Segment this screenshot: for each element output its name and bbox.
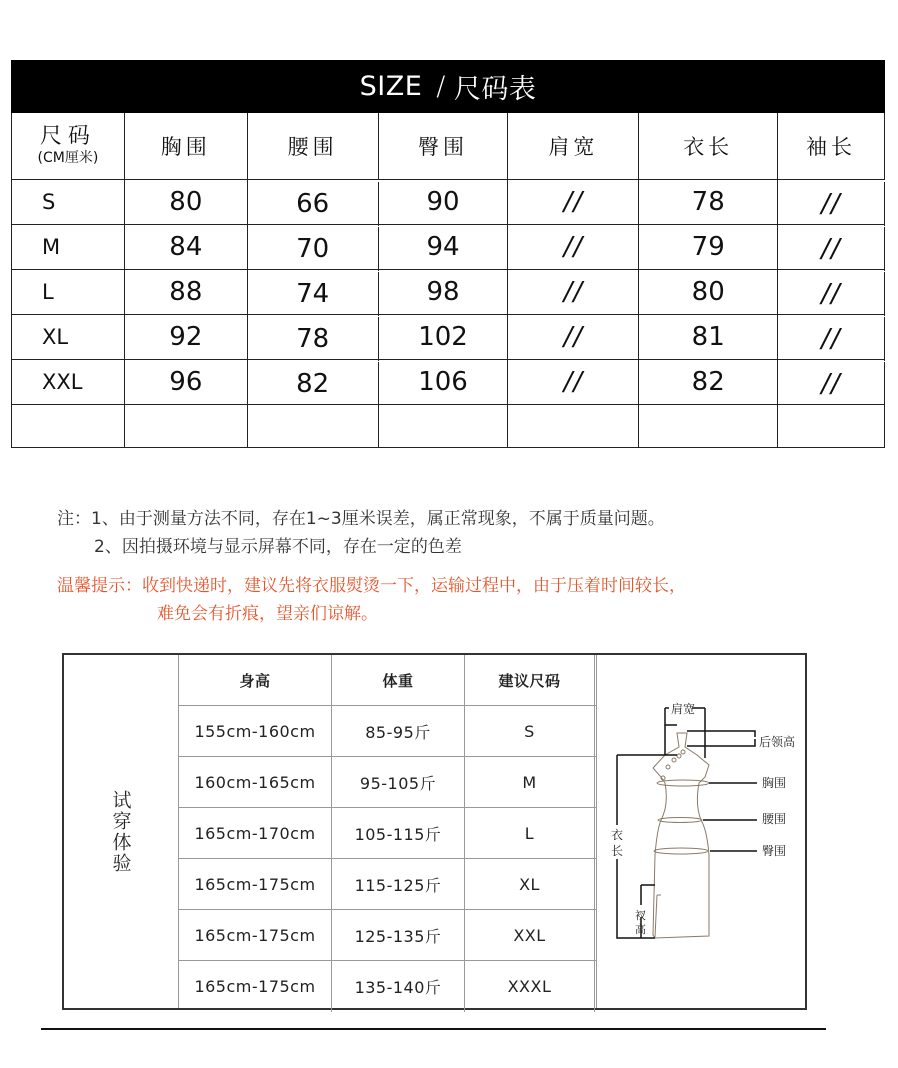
cell-waist: 66	[248, 182, 379, 226]
header-waist: 腰围	[248, 113, 379, 179]
cell-empty	[12, 405, 125, 447]
cell-sleeve: //	[778, 272, 885, 316]
cell-height: 165cm-175cm	[179, 910, 332, 960]
cell-height: 155cm-160cm	[179, 706, 332, 756]
cell-hip: 98	[379, 270, 509, 314]
cell-size: XXXL	[465, 961, 595, 1012]
tryon-table	[62, 653, 807, 1010]
cell-size: S	[465, 706, 595, 756]
cell-height: 165cm-175cm	[179, 961, 332, 1012]
header-length: 衣长	[639, 113, 778, 179]
cell-empty	[778, 405, 885, 447]
cell-size: XXL	[465, 910, 595, 960]
cell-weight: 115-125斤	[332, 859, 465, 909]
table-row	[179, 859, 596, 910]
cell-waist: 74	[248, 272, 379, 316]
title-en: SIZE	[359, 71, 423, 102]
cell-size: XL	[12, 315, 125, 359]
cell-weight: 95-105斤	[332, 757, 465, 807]
cell-size: M	[465, 757, 595, 807]
cell-chest: 96	[125, 360, 248, 404]
size-header-row	[12, 113, 885, 180]
table-row	[12, 270, 885, 315]
size-chart-title	[11, 60, 885, 113]
header-sleeve: 袖长	[778, 113, 885, 179]
cell-sleeve: //	[778, 362, 885, 406]
size-unit: (CM厘米)	[37, 150, 99, 166]
header-weight: 体重	[332, 655, 465, 705]
cell-waist: 78	[248, 317, 379, 361]
cell-empty	[639, 405, 778, 447]
table-row	[179, 910, 596, 961]
cell-weight: 125-135斤	[332, 910, 465, 960]
cell-hip: 102	[379, 315, 509, 359]
cell-empty	[125, 405, 248, 447]
cell-length: 79	[639, 225, 778, 269]
table-row	[179, 706, 596, 757]
header-hip: 臀围	[379, 113, 509, 179]
size-label: 尺码	[39, 124, 96, 149]
cell-shoulder: //	[508, 315, 639, 359]
cell-chest: 88	[125, 270, 248, 314]
label-shoulder: 肩宽	[671, 702, 696, 716]
table-row	[179, 808, 596, 859]
cell-hip: 94	[379, 225, 509, 269]
cell-sleeve: //	[778, 182, 885, 226]
measurement-notes	[57, 505, 665, 561]
table-row	[12, 225, 885, 270]
header-size	[12, 113, 125, 179]
label-chest: 胸围	[762, 776, 787, 790]
cell-shoulder: //	[508, 180, 639, 224]
tip-line-2: 难免会有折痕，望亲们谅解。	[157, 604, 378, 624]
title-cn: 尺码表	[453, 74, 537, 105]
label-length-a: 衣	[611, 828, 624, 842]
tryon-grid	[178, 655, 596, 1008]
measurement-diagram	[596, 655, 804, 1008]
cell-height: 165cm-170cm	[179, 808, 332, 858]
cell-size: XXL	[12, 360, 125, 404]
cell-chest: 80	[125, 180, 248, 224]
cell-length: 82	[639, 360, 778, 404]
tryon-header-row	[179, 655, 596, 706]
cell-size: XL	[465, 859, 595, 909]
tryon-label-text: 试穿体验	[109, 789, 132, 874]
cell-hip: 90	[379, 180, 509, 224]
cell-hip: 106	[379, 360, 509, 404]
tip-line-1: 温馨提示：收到快递时，建议先将衣服熨烫一下，运输过程中，由于压着时间较长，	[57, 576, 686, 596]
bottom-divider	[41, 1028, 826, 1030]
cell-height: 160cm-165cm	[179, 757, 332, 807]
cell-size: L	[12, 270, 125, 314]
cell-sleeve: //	[778, 317, 885, 361]
cell-chest: 92	[125, 315, 248, 359]
cell-chest: 84	[125, 225, 248, 269]
table-row	[12, 315, 885, 360]
size-grid	[11, 113, 885, 448]
cell-size: S	[12, 180, 125, 224]
cell-shoulder: //	[508, 225, 639, 269]
cell-weight: 85-95斤	[332, 706, 465, 756]
qipao-dress-icon	[597, 655, 805, 1007]
table-row	[179, 961, 596, 1012]
header-suggested-size: 建议尺码	[465, 655, 595, 705]
cell-height: 165cm-175cm	[179, 859, 332, 909]
cell-waist: 82	[248, 362, 379, 406]
cell-sleeve: //	[778, 227, 885, 271]
cell-size: M	[12, 225, 125, 269]
label-slit-b: 高	[635, 923, 646, 936]
cell-size: L	[465, 808, 595, 858]
title-separator: /	[436, 71, 446, 102]
label-length-b: 长	[611, 844, 624, 858]
header-shoulder: 肩宽	[508, 113, 639, 179]
cell-shoulder: //	[508, 360, 639, 404]
tryon-label	[64, 655, 178, 1008]
cell-length: 78	[639, 180, 778, 224]
header-chest: 胸围	[125, 113, 248, 179]
note-line-2: 2、因拍摄环境与显示屏幕不同，存在一定的色差	[94, 537, 462, 557]
table-row	[12, 360, 885, 405]
table-row-empty	[12, 405, 885, 448]
cell-empty	[508, 405, 639, 447]
label-slit-a: 衩	[635, 909, 646, 922]
cell-weight: 105-115斤	[332, 808, 465, 858]
cell-empty	[248, 405, 379, 447]
size-chart	[11, 60, 885, 448]
cell-weight: 135-140斤	[332, 961, 465, 1012]
note-line-1: 注：1、由于测量方法不同，存在1~3厘米误差，属正常现象，不属于质量问题。	[57, 509, 665, 529]
cell-waist: 70	[248, 227, 379, 271]
table-row	[12, 180, 885, 225]
label-waist: 腰围	[762, 812, 787, 826]
table-row	[179, 757, 596, 808]
cell-shoulder: //	[508, 270, 639, 314]
label-hip: 臀围	[762, 844, 787, 858]
header-height: 身高	[179, 655, 332, 705]
label-back-collar: 后领高	[759, 735, 796, 749]
cell-empty	[379, 405, 509, 447]
cell-length: 80	[639, 270, 778, 314]
warm-tip	[57, 572, 686, 628]
cell-length: 81	[639, 315, 778, 359]
